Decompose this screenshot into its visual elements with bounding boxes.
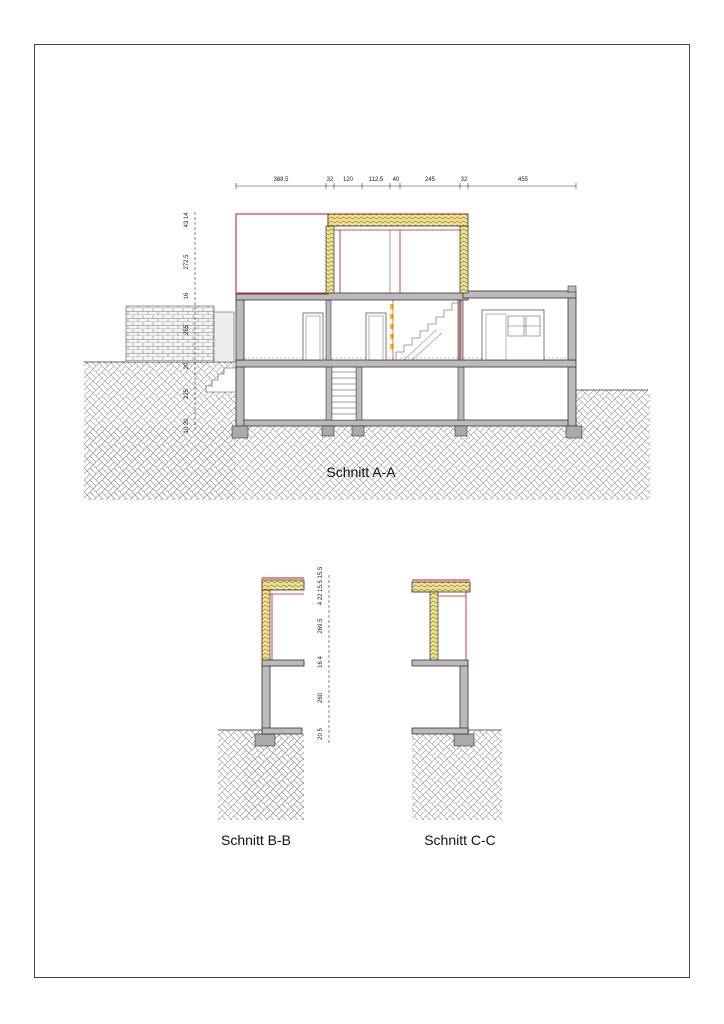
section-b-b (218, 566, 329, 848)
dim-label: 225 (184, 388, 190, 400)
ground-floor-slab (236, 360, 576, 367)
upper-storey (236, 214, 468, 294)
section-a-a (84, 177, 650, 500)
dim-label: 4 22 15.5 15.5 (318, 566, 324, 606)
foundation (454, 734, 474, 746)
dim-label: 32 (326, 177, 334, 183)
dim-label: 265 (184, 324, 190, 336)
section-caption: Schnitt C-C (424, 832, 496, 848)
dim-label: 10 20 (184, 418, 190, 434)
flat-roof-right (463, 291, 576, 298)
basement-wall-right (568, 366, 576, 426)
dim-label: 20 5 (318, 728, 324, 740)
terrace-door (482, 310, 544, 360)
basement-wall-left (236, 366, 244, 426)
yellow-markers (390, 304, 393, 349)
dim-label: 455 (517, 177, 529, 183)
dim-label: 20 (184, 362, 190, 370)
foundation (322, 426, 334, 436)
dim-label: 272.5 (184, 254, 190, 270)
dim-label: 120 (342, 177, 354, 183)
dim-label: 260 (318, 692, 324, 704)
section-caption: Schnitt A-A (326, 464, 396, 480)
ground-wall-right (568, 296, 576, 360)
foundation (255, 734, 275, 746)
dim-label: 40 (392, 177, 400, 183)
ground-wall-left (236, 296, 244, 360)
soil-right (576, 390, 650, 430)
soil-base (84, 426, 650, 500)
dim-label: 269.5 (318, 618, 324, 634)
dim-label: 43 14 (184, 212, 190, 228)
garden-wall (126, 306, 214, 362)
basement-slab (236, 420, 576, 426)
main-stair (396, 300, 458, 360)
dim-label: 368.5 (273, 177, 289, 183)
section-caption: Schnitt B-B (220, 832, 292, 848)
foundation (232, 426, 248, 438)
dim-label: 32 (460, 177, 468, 183)
dim-label: 245 (424, 177, 436, 183)
dim-label: 16 (184, 292, 190, 300)
basement-stairs (332, 366, 356, 420)
foundation (455, 426, 467, 436)
section-c-c (412, 580, 502, 848)
foundation (352, 426, 364, 436)
foundation (566, 426, 582, 438)
dim-label: 112.5 (368, 177, 384, 183)
roof-insulation (328, 214, 468, 226)
dim-label: 16 4 (318, 656, 324, 668)
